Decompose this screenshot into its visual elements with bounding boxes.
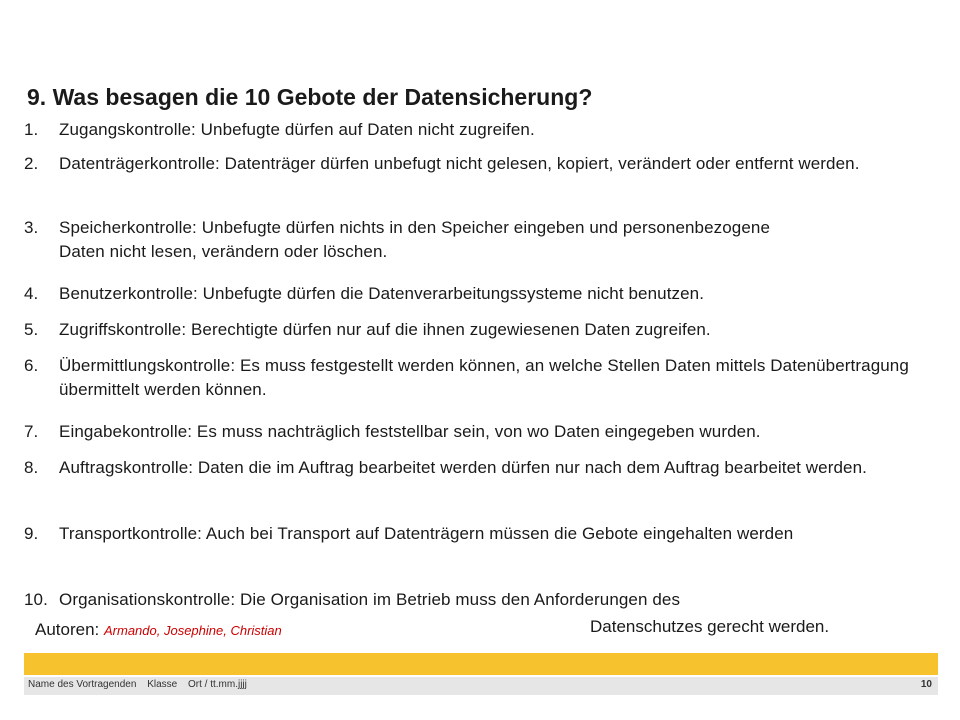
list-item <box>24 318 960 342</box>
accent-band <box>24 653 938 675</box>
list-number: 2. <box>24 154 39 173</box>
authors-label: Autoren: <box>35 620 100 639</box>
list-text: Transportkontrolle: Auch bei Transport auf Datenträgern müssen die Gebote eingehalten werden <box>59 524 794 543</box>
page-number: 10 <box>920 679 932 690</box>
list-number: 8. <box>24 458 39 477</box>
list-text: Zugangskontrolle: Unbefugte dürfen auf Daten nicht zugreifen. <box>59 120 535 139</box>
list-item <box>24 522 949 546</box>
list-item <box>24 282 960 306</box>
slide-title: 9. Was besagen die 10 Gebote der Datensicherung? <box>27 84 593 110</box>
list-number: 3. <box>24 218 39 237</box>
footer <box>28 679 255 690</box>
list-text: Eingabekontrolle: Es muss nachträglich feststellbar sein, von wo Daten eingegeben wurden. <box>59 422 761 441</box>
authors <box>35 620 282 640</box>
list-item <box>24 420 960 444</box>
list-item <box>24 118 960 142</box>
footer-speaker: Name des Vortragenden <box>28 679 137 690</box>
footer-place-date: Ort / tt.mm.jjjj <box>187 679 247 690</box>
list-item <box>24 152 939 176</box>
list-number: 9. <box>24 524 39 543</box>
list-number: 7. <box>24 422 39 441</box>
list-item <box>24 354 919 402</box>
list-text: Benutzerkontrolle: Unbefugte dürfen die Datenverarbeitungssysteme nicht benutzen. <box>59 284 705 303</box>
list-text: Übermittlungskontrolle: Es muss festgestellt werden können, an welche Stellen Daten mittels Datenübertragung übermittelt werden können. <box>59 356 909 399</box>
list-number: 1. <box>24 120 39 139</box>
list-number: 5. <box>24 320 39 339</box>
list-item <box>24 216 819 264</box>
footer-class: Klasse <box>147 679 178 690</box>
list-item <box>24 456 939 480</box>
list-number: 6. <box>24 356 39 375</box>
list-number: 4. <box>24 284 39 303</box>
list-item <box>24 588 960 612</box>
list-text: Auftragskontrolle: Daten die im Auftrag bearbeitet werden dürfen nur nach dem Auftrag bearbeitet werden. <box>59 458 867 477</box>
authors-names: Armando, Josephine, Christian <box>104 623 282 638</box>
list-number: 10. <box>24 590 48 609</box>
list-text: Organisationskontrolle: Die Organisation im Betrieb muss den Anforderungen des <box>59 590 681 609</box>
list-text: Speicherkontrolle: Unbefugte dürfen nichts in den Speicher eingeben und personenbezogene Daten nicht lesen, verändern oder löschen. <box>59 218 771 261</box>
list-text: Zugriffskontrolle: Berechtigte dürfen nur auf die ihnen zugewiesenen Daten zugreifen. <box>59 320 711 339</box>
list-continuation: Datenschutzes gerecht werden. <box>590 617 830 636</box>
list-text: Datenträgerkontrolle: Datenträger dürfen unbefugt nicht gelesen, kopiert, verändert oder entfernt werden. <box>59 154 860 173</box>
